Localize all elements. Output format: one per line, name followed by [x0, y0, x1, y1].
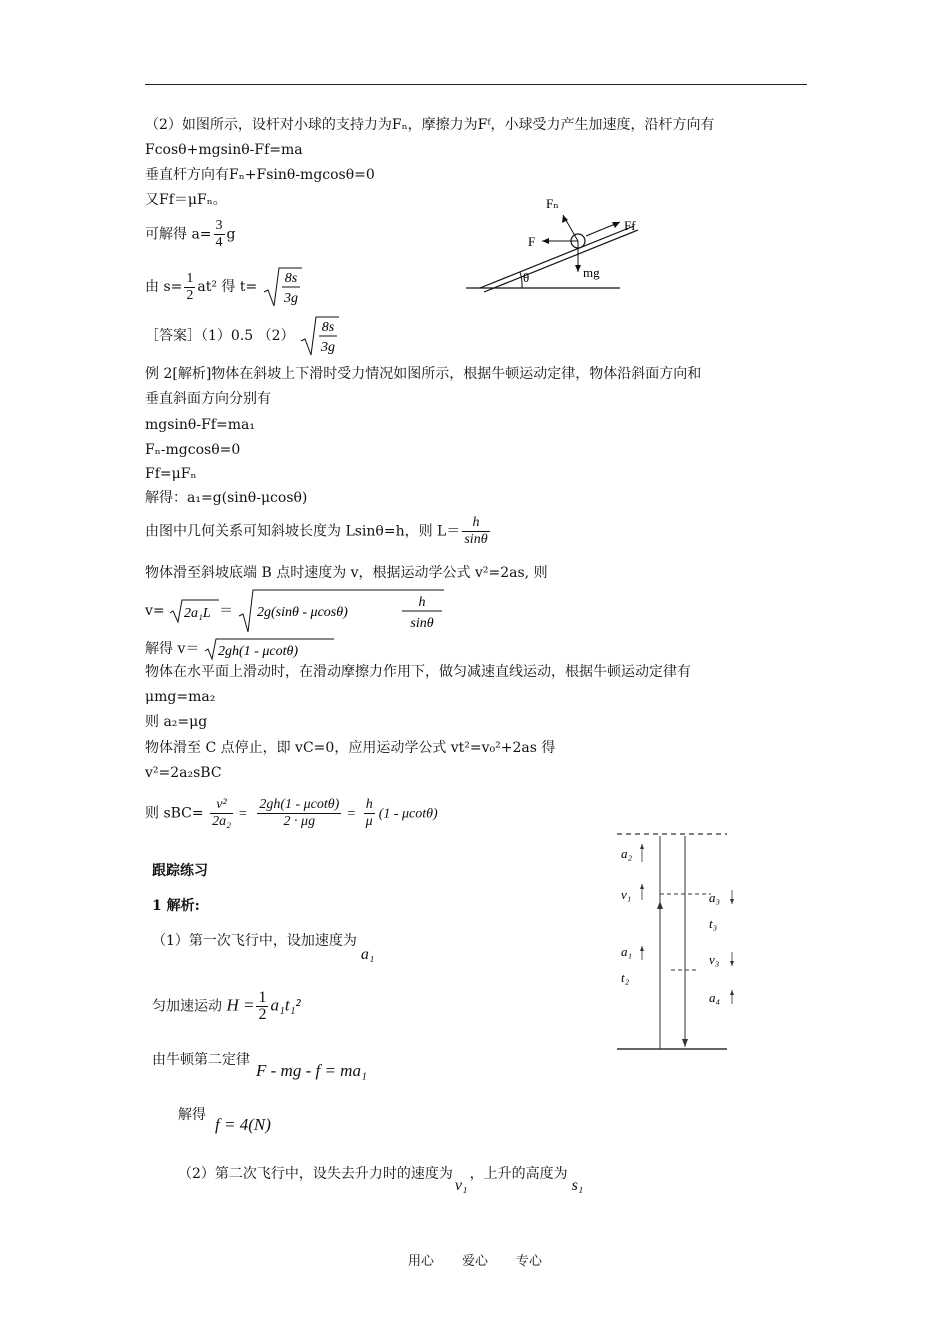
velocity-b-text: 物体滑至斜坡底端 B 点时速度为 v，根据运动学公式 v²=2as, 则: [145, 565, 548, 581]
fraction-middle: [257, 797, 341, 830]
result-a-label: 可解得 a=: [145, 226, 212, 243]
eq-perp-rod: 垂直杆方向有Fₙ+Fsinθ-mgcosθ=0: [145, 167, 375, 183]
stop-c-text: 物体滑至 C 点停止，即 vC=0，应用运动学公式 vt²=v₀²+2as 得: [145, 740, 556, 756]
sqrt-solution: [204, 637, 334, 661]
result-a-g: g: [226, 226, 236, 243]
eq-h: H =: [226, 995, 255, 1015]
fn-label: Fₙ: [546, 196, 559, 211]
label-a2: a₂: [621, 846, 633, 861]
fraction-1-2: [184, 271, 195, 304]
rad-content: 2a₁L: [184, 606, 211, 621]
sqrt-8s-3g: [262, 266, 302, 308]
practice-line-4: [178, 1106, 206, 1124]
label-t2: t₂: [621, 970, 630, 985]
equals-sign: =: [347, 806, 356, 822]
eq-slope-2: Fₙ-mgcosθ=0: [145, 442, 241, 458]
eq-slope-3: Ff=μFₙ: [145, 466, 197, 482]
eq-slope-1: mgsinθ-Ff=ma₁: [145, 417, 255, 433]
flat-motion-text: 物体在水平面上滑动时，在滑动摩擦力作用下，做匀减速直线运动，根据牛顿运动定律有: [145, 664, 691, 680]
eq-flat-3: v²=2a₂sBC: [145, 765, 222, 781]
symbol-a1: a₁: [360, 946, 375, 963]
ex2-intro: 例 2[解析]物体在斜坡上下滑时受力情况如图所示，根据牛顿运动定律，物体沿斜面方向和: [145, 366, 702, 382]
rad-den: sinθ: [409, 616, 434, 631]
fraction-v2-2a2: [210, 797, 233, 830]
result-a: [145, 218, 236, 251]
rad-num: 8s: [321, 320, 335, 335]
fraction-3-4: [214, 218, 225, 251]
label-t3: t₃: [709, 916, 718, 931]
ff-label: Ff: [624, 218, 636, 233]
sbc-label: 则 sBC=: [145, 805, 204, 822]
rad-num: h: [418, 595, 426, 610]
fraction-h-sin: [462, 515, 489, 548]
figure-rod-ball: [462, 192, 662, 296]
practice-text: （2）第二次飞行中，设失去升力时的速度为: [178, 1166, 453, 1182]
rad-content: 2g(sinθ - μcosθ): [256, 605, 348, 620]
frac-den: μ: [365, 814, 373, 829]
rad-den: 3g: [283, 291, 298, 306]
eq-flat-2: 则 a₂=μg: [145, 714, 208, 730]
solution-label: 解得 v＝: [145, 641, 200, 657]
frac-den: 4: [215, 235, 223, 250]
sqrt-velocity-expression: [238, 588, 444, 634]
eq-slope-4: 解得：a₁=g(sinθ-μcosθ): [145, 490, 308, 506]
f-label: F: [528, 234, 536, 249]
ex2-intro-2: 垂直斜面方向分别有: [145, 391, 271, 407]
header-rule: [145, 84, 807, 85]
practice-text: （1）第一次飞行中，设加速度为: [152, 933, 357, 949]
rad-den: 3g: [320, 340, 335, 355]
para-part2-intro: （2）如图所示，设杆对小球的支持力为Fₙ，摩擦力为Fᶠ，小球受力产生加速度，沿杆方向有: [145, 117, 715, 133]
theta-label: θ: [523, 270, 530, 285]
solution-1-title: 1 解析:: [152, 898, 200, 914]
frac-num: v²: [210, 797, 233, 814]
geometry-line: [145, 515, 492, 548]
frac-num: 3: [215, 218, 223, 233]
frac-den: sinθ: [464, 532, 488, 547]
frac-den: 2a₂: [212, 814, 231, 829]
footer-word-1: 用心: [407, 1254, 434, 1269]
solution-v: [145, 637, 334, 661]
practice-text-mid: ，上升的高度为: [469, 1166, 568, 1182]
symbol-s1: s₁: [571, 1177, 584, 1194]
practice-line-2: [152, 990, 301, 1023]
sbc-formula: [145, 797, 438, 830]
practice-text: 匀加速运动: [152, 998, 222, 1015]
label-v3: v₃: [709, 952, 720, 967]
fraction-1-2: [256, 990, 268, 1023]
velocity-formula: [145, 588, 444, 634]
eq-flat-1: μmg=ma₂: [145, 689, 216, 705]
label-a4: a₄: [709, 990, 721, 1005]
footer-word-2: 爱心: [461, 1254, 488, 1269]
section-title-practice: 跟踪练习: [152, 863, 208, 879]
rad-content: 2gh(1 - μcotθ): [217, 644, 298, 659]
answer-line: [145, 315, 339, 357]
sbc-tail: (1 - μcotθ): [378, 806, 438, 822]
frac-den: 2: [186, 287, 194, 303]
v-label: v=: [145, 603, 165, 619]
page-footer: [0, 1250, 950, 1269]
practice-text: 由牛顿第二定律: [152, 1052, 250, 1068]
eq-friction: 又Ff＝μFₙ。: [145, 192, 227, 208]
practice-line-5: [178, 1165, 584, 1194]
mg-label: mg: [583, 265, 600, 280]
geometry-text: 由图中几何关系可知斜坡长度为 Lsinθ=h，则 L＝: [145, 523, 461, 540]
symbol-v1: v₁: [454, 1177, 468, 1194]
result-t-mid: at² 得 t=: [197, 279, 258, 295]
practice-line-1: [152, 932, 375, 963]
sqrt-2a1l: [169, 598, 219, 624]
eq-along-rod: Fcosθ+mgsinθ-Ff=ma: [145, 142, 303, 158]
frac-num: 1: [186, 270, 194, 286]
eq-f-value: f = 4(N): [215, 1115, 271, 1134]
sqrt-answer: [299, 315, 339, 357]
frac-den: 2 · μg: [283, 814, 316, 829]
label-a1: a₁: [621, 944, 633, 959]
result-t: [145, 266, 302, 308]
equals-sign: ＝: [219, 603, 234, 619]
frac-num: 1: [258, 989, 267, 1006]
figure-motion-diagram: [605, 822, 755, 1062]
footer-word-3: 专心: [516, 1254, 543, 1269]
result-t-label: 由 s=: [145, 279, 183, 295]
frac-num: h: [364, 797, 375, 814]
eq-a1t1: a₁t₁²: [270, 995, 301, 1015]
fraction-h-mu: [364, 797, 375, 830]
frac-num: 2gh(1 - μcotθ): [259, 797, 340, 812]
answer-label: ［答案］（1）0.5 （2）: [145, 328, 295, 344]
eq-newton: F - mg - f = ma₁: [256, 1061, 367, 1080]
frac-num: h: [462, 515, 489, 532]
label-v1: v₁: [621, 887, 632, 902]
frac-den: 2: [258, 1006, 267, 1023]
label-a3: a₃: [709, 890, 721, 905]
equals-sign: =: [238, 806, 247, 822]
practice-text: 解得: [178, 1107, 206, 1123]
practice-line-3: [152, 1050, 367, 1080]
rad-num: 8s: [284, 271, 297, 286]
